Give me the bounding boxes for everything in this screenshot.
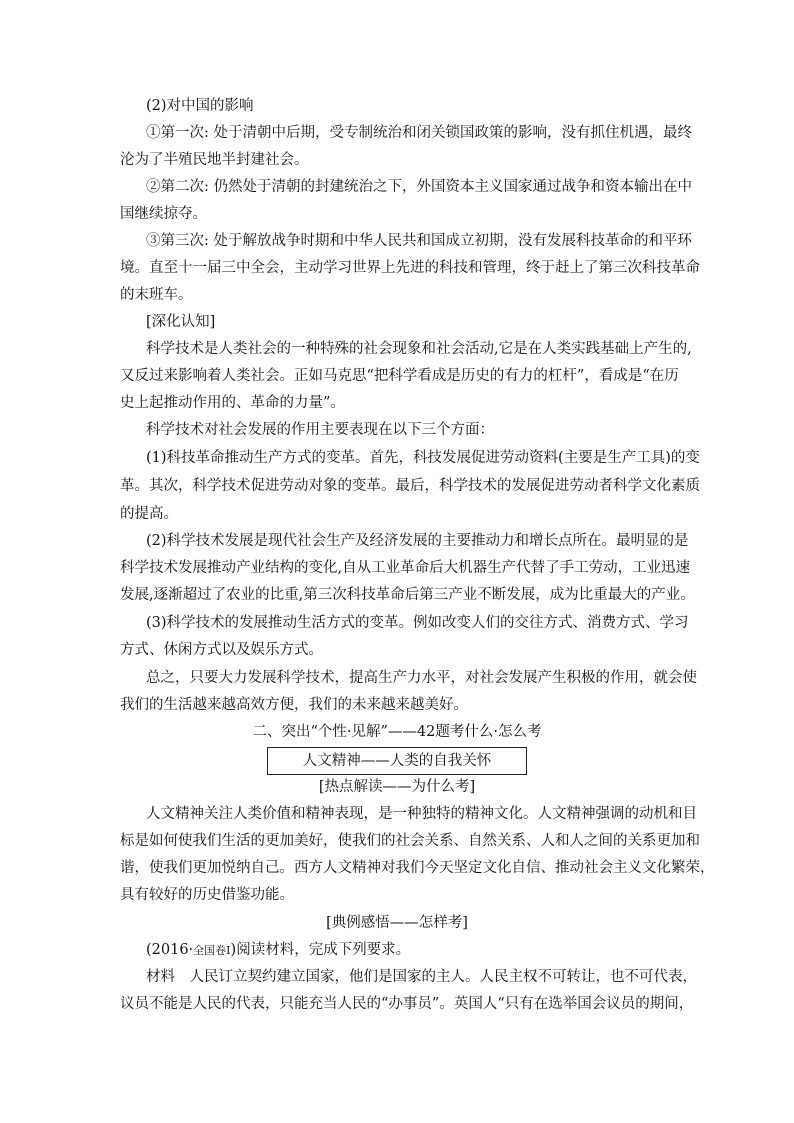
source-exam: 全国卷Ⅰ (193, 944, 231, 957)
paragraph-line: 的末班车。 (120, 287, 193, 303)
paragraph-line: 科学技术对社会发展的作用主要表现在以下三个方面： (146, 422, 494, 438)
paragraph-line: (3)科学技术的发展推动生活方式的变革。例如改变人们的交往方式、消费方式、学习 (146, 615, 689, 631)
source-year: (2016· (146, 942, 194, 958)
paragraph-line: 总之，只要大力发展科学技术，提高生产力水平，对社会发展产生积极的作用，就会使 (146, 670, 697, 686)
paragraph-line: 我们的生活越来越高效方便，我们的未来越来越美好。 (120, 697, 468, 713)
material-line: 材料 人民订立契约建立国家，他们是国家的主人。人民主权不可转让，也不可代表， (146, 969, 697, 985)
section-heading: 二、突出“个性·见解”——42题考什么·怎么考 (252, 724, 542, 740)
paragraph-line: (1)科技革命推动生产方式的变革。首先，科技发展促进劳动资料(主要是生产工具)的变 (146, 450, 700, 466)
paragraph-line: 人文精神关注人类价值和精神表现，是一种独特的精神文化。人文精神强调的动机和目 (146, 806, 697, 822)
paragraph-line: 的提高。 (120, 506, 178, 522)
material-line: 议员不能是人民的代表，只能充当人民的“办事员”。英国人“只有在选举国会议员的期间， (120, 996, 694, 1012)
paragraph-line: 发展,逐渐超过了农业的比重,第三次科技革命后第三产业不断发展，成为比重最大的产业。 (120, 587, 695, 603)
paragraph-line: 又反过来影响着人类社会。正如马克思“把科学看成是历史的有力的杠杆”，看成是“在历 (120, 368, 679, 384)
paragraph-line: 史上起推动作用的、革命的力量”。 (120, 395, 345, 411)
paragraph-line: (2)科学技术发展是现代社会生产及经济发展的主要推动力和增长点所在。最明显的是 (146, 533, 689, 549)
paragraph-line: 境。直至十一届三中全会，主动学习世界上先进的科技和管理，终于赶上了第三次科技革命 (120, 260, 700, 276)
paragraph-line: 具有较好的历史借鉴功能。 (120, 887, 294, 903)
section-label-example: [典例感悟——怎样考] (326, 915, 468, 931)
paragraph-line: ②第二次: 仍然处于清朝的封建统治之下，外国资本主义国家通过战争和资本输出在中 (146, 179, 692, 195)
paragraph-line: 科学技术发展推动产业结构的变化,自从工业革命后大机器生产代替了手工劳动，工业迅速 (120, 560, 691, 576)
paragraph-line: 革。其次，科学技术促进劳动对象的变革。最后，科学技术的发展促进劳动者科学文化素质 (120, 478, 700, 494)
paragraph-line: 科学技术是人类社会的一种特殊的社会现象和社会活动,它是在人类实践基础上产生的, (146, 341, 692, 357)
paragraph-line: 沦为了半殖民地半封建社会。 (120, 152, 309, 168)
paragraph-line: 方式、休闲方式以及娱乐方式。 (120, 642, 323, 658)
section-label-hotspot: [热点解读——为什么考] (318, 779, 476, 795)
section-label-deepen: [深化认知] (146, 314, 216, 330)
paragraph-line: 国继续掠夺。 (120, 206, 207, 222)
question-instruction: )阅读材料，完成下列要求。 (230, 942, 411, 958)
paragraph-line: ①第一次: 处于清朝中后期，受专制统治和闭关锁国政策的影响，没有抓住机遇，最终 (146, 125, 692, 141)
paragraph-line: 标是如何使我们生活的更加美好，使我们的社会关系、自然关系、人和人之间的关系更加和 (120, 833, 700, 849)
question-source-line (146, 940, 410, 961)
subheading-impact-on-china: (2)对中国的影响 (146, 98, 254, 114)
boxed-topic-title: 人文精神——人类的自我关怀 (267, 747, 527, 775)
paragraph-line: 谐，使我们更加悦纳自己。西方人文精神对我们今天坚定文化自信、推动社会主义文化繁荣， (120, 860, 715, 876)
paragraph-line: ③第三次: 处于解放战争时期和中华人民共和国成立初期，没有发展科技革命的和平环 (146, 233, 692, 249)
